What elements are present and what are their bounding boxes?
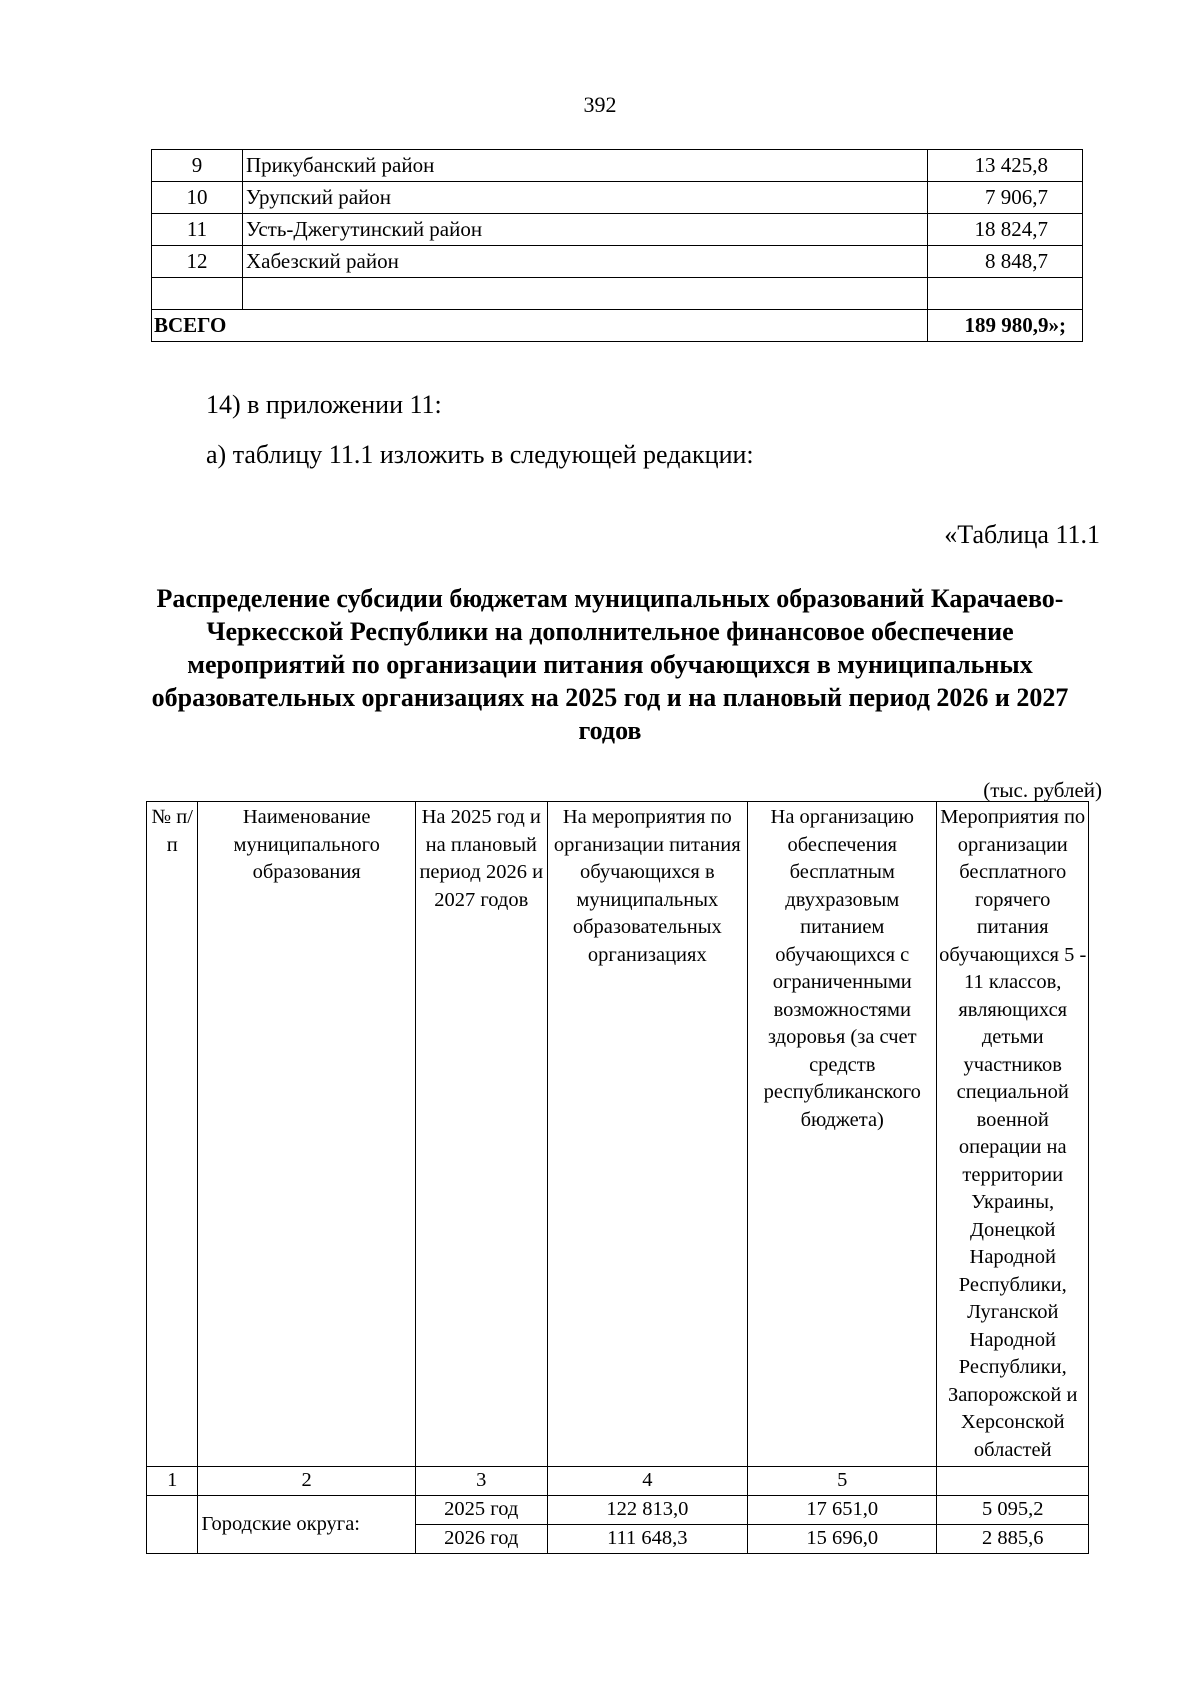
table-row (152, 182, 1083, 214)
paragraph-appendix-11: 14) в приложении 11: (206, 390, 442, 419)
header-nutrition-measures: На мероприятия по организации питания обучающихся в муниципальных образовательных организациях (547, 802, 747, 1467)
row-number: 9 (152, 150, 243, 182)
page-number: 392 (583, 92, 617, 117)
header-row (147, 802, 1089, 1467)
district-amount: 13 425,8 (928, 150, 1083, 182)
district-amount: 7 906,7 (928, 182, 1083, 214)
header-number: № п/п (147, 802, 198, 1467)
table-row (152, 214, 1083, 246)
district-name: Усть-Джегутинский район (243, 214, 928, 246)
district-amount: 8 848,7 (928, 246, 1083, 278)
column-number: 2 (198, 1467, 415, 1496)
unit-label: (тыс. рублей) (983, 778, 1102, 802)
header-period: На 2025 год и на плановый период 2026 и 2027 годов (415, 802, 547, 1467)
continuation-table (151, 149, 1083, 342)
table-row (147, 1496, 1089, 1525)
column-number: 1 (147, 1467, 198, 1496)
table-row (152, 150, 1083, 182)
total-amount: 189 980,9»; (928, 310, 1083, 342)
row-number: 10 (152, 182, 243, 214)
total-label: ВСЕГО (152, 310, 928, 342)
column-number (937, 1467, 1089, 1496)
column-number: 3 (415, 1467, 547, 1496)
header-disabled-meals: На организацию обеспечения бесплатным двухразовым питанием обучающихся с ограниченными возможностями здоровья (за счет средств республиканского бюджета) (748, 802, 937, 1467)
table-title: Распределение субсидии бюджетам муниципальных образований Карачаево-Черкесской Республики на дополнительное финансовое обеспечение мероприятий по организации питания обучающихся в муниципальных образовательных организациях на 2025 год и на плановый период 2026 и 2027 годов (151, 584, 1069, 745)
column-number: 4 (547, 1467, 747, 1496)
subsidy-distribution-table (146, 801, 1089, 1554)
district-amount: 18 824,7 (928, 214, 1083, 246)
year-cell: 2025 год (415, 1496, 547, 1525)
row-number: 12 (152, 246, 243, 278)
row-number: 11 (152, 214, 243, 246)
district-name: Прикубанский район (243, 150, 928, 182)
column-number-row (147, 1467, 1089, 1496)
value-cell: 2 885,6 (937, 1525, 1089, 1554)
value-cell: 5 095,2 (937, 1496, 1089, 1525)
column-number: 5 (748, 1467, 937, 1496)
table-row (152, 246, 1083, 278)
value-cell: 15 696,0 (748, 1525, 937, 1554)
empty-row (152, 278, 1083, 310)
total-row (152, 310, 1083, 342)
table-label: «Таблица 11.1 (944, 520, 1100, 549)
group-name: Городские округа: (198, 1496, 415, 1554)
value-cell: 17 651,0 (748, 1496, 937, 1525)
paragraph-table-revision: а) таблицу 11.1 изложить в следующей редакции: (206, 440, 754, 469)
header-municipality: Наименование муниципального образования (198, 802, 415, 1467)
value-cell: 111 648,3 (547, 1525, 747, 1554)
district-name: Урупский район (243, 182, 928, 214)
value-cell: 122 813,0 (547, 1496, 747, 1525)
year-cell: 2026 год (415, 1525, 547, 1554)
district-name: Хабезский район (243, 246, 928, 278)
header-svo-children-meals: Мероприятия по организации бесплатного горячего питания обучающихся 5 - 11 классов, являющихся детьми участников специальной военной операции на территории Украины, Донецкой Народной Республики, Луганской Народной Республики, Запорожской и Херсонской областей (937, 802, 1089, 1467)
